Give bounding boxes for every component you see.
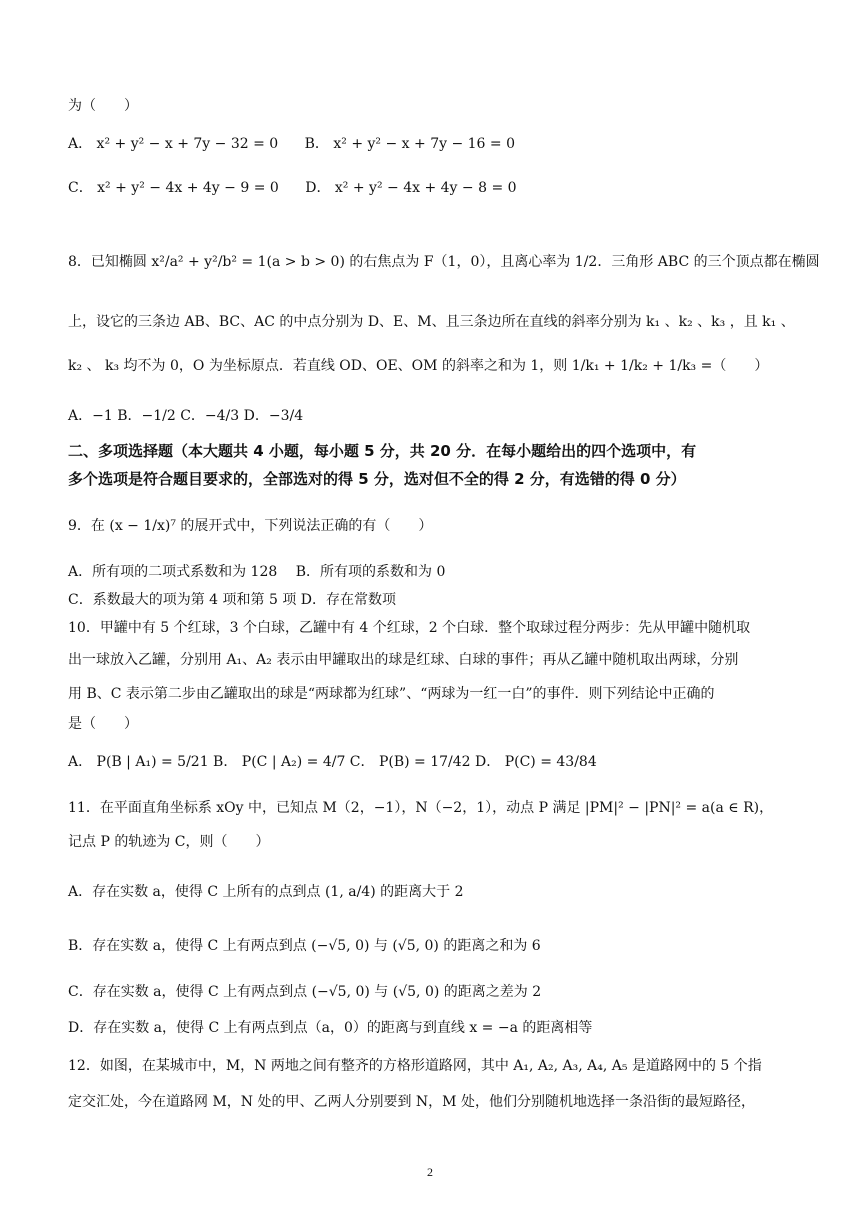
q10-line3: 用 B、C 表示第二步由乙罐取出的球是“两球都为红球”、“两球为一红一白”的事件．则下列结论中正确的 bbox=[68, 686, 715, 702]
page-number: 2 bbox=[427, 1165, 433, 1179]
q10-line1: 10．甲罐中有 5 个红球，3 个白球，乙罐中有 4 个红球，2 个白球．整个取球过程分两步：先从甲罐中随机取 bbox=[68, 620, 751, 636]
q11-option-c: C．存在实数 a，使得 C 上有两点到点 (−√5, 0) 与 (√5, 0) 的距离之差为 2 bbox=[68, 984, 542, 1000]
q8-line3: k₂ 、 k₃ 均不为 0，O 为坐标原点．若直线 OD、OE、OM 的斜率之和为 1，则 1/k₁ + 1/k₂ + 1/k₃ =（ ） bbox=[68, 358, 769, 374]
q9-options-cd: C．系数最大的项为第 4 项和第 5 项 D．存在常数项 bbox=[68, 592, 397, 608]
q12-line1: 12．如图，在某城市中，M，N 两地之间有整齐的方格形道路网，其中 A₁, A₂, A₃, A₄, A₅ 是道路网中的 5 个指 bbox=[68, 1058, 762, 1074]
q11-line1: 11．在平面直角坐标系 xOy 中，已知点 M（2，−1），N（−2，1），动点 P 满足 |PM|² − |PN|² = a(a ∈ R)， bbox=[68, 800, 774, 816]
q7-option-d: D． x² + y² − 4x + 4y − 8 = 0 bbox=[305, 180, 517, 196]
q7-options-ab bbox=[68, 134, 515, 154]
q7-tail: 为（ ） bbox=[68, 98, 138, 114]
q11-line2: 记点 P 的轨迹为 C，则（ ） bbox=[68, 834, 270, 850]
section2-heading-line2: 多个选项是符合题目要求的，全部选对的得 5 分，选对但不全的得 2 分，有选错的得 0 分） bbox=[68, 470, 686, 488]
q11-option-a: A．存在实数 a，使得 C 上所有的点到点 (1, a/4) 的距离大于 2 bbox=[68, 884, 464, 900]
q10-line2: 出一球放入乙罐，分别用 A₁、A₂ 表示由甲罐取出的球是红球、白球的事件；再从乙罐中随机取出两球，分别 bbox=[68, 652, 739, 668]
q7-option-b: B． x² + y² − x + 7y − 16 = 0 bbox=[304, 136, 515, 152]
q7-option-a: A． x² + y² − x + 7y − 32 = 0 bbox=[68, 136, 279, 152]
q7-options-cd bbox=[68, 178, 517, 198]
q11-option-d: D．存在实数 a，使得 C 上有两点到点（a，0）的距离与到直线 x = −a 的距离相等 bbox=[68, 1020, 593, 1036]
q10-line4: 是（ ） bbox=[68, 716, 138, 732]
q9-stem: 9．在 (x − 1/x)⁷ 的展开式中，下列说法正确的有（ ） bbox=[68, 518, 433, 534]
q7-option-c: C． x² + y² − 4x + 4y − 9 = 0 bbox=[68, 180, 279, 196]
q8-line2: 上，设它的三条边 AB、BC、AC 的中点分别为 D、E、M、且三条边所在直线的斜率分别为 k₁ 、k₂ 、k₃ ，且 k₁ 、 bbox=[68, 314, 795, 330]
q8-line1: 8．已知椭圆 x²/a² + y²/b² = 1(a > b > 0) 的右焦点为 F（1，0），且离心率为 1/2．三角形 ABC 的三个顶点都在椭圆 bbox=[68, 254, 820, 270]
q11-option-b: B．存在实数 a，使得 C 上有两点到点 (−√5, 0) 与 (√5, 0) 的距离之和为 6 bbox=[68, 938, 541, 954]
q10-options: A． P(B | A₁) = 5/21 B． P(C | A₂) = 4/7 C． P(B) = 17/42 D． P(C) = 43/84 bbox=[68, 754, 597, 770]
section2-heading-line1: 二、多项选择题（本大题共 4 小题，每小题 5 分，共 20 分．在每小题给出的四个选项中，有 bbox=[68, 442, 697, 460]
q8-options: A．−1 B．−1/2 C．−4/3 D．−3/4 bbox=[68, 408, 304, 424]
q12-line2: 定交汇处，今在道路网 M，N 处的甲、乙两人分别要到 N，M 处，他们分别随机地选择一条沿街的最短路径， bbox=[68, 1094, 755, 1110]
q9-options-ab: A．所有项的二项式系数和为 128 B．所有项的系数和为 0 bbox=[68, 564, 446, 580]
